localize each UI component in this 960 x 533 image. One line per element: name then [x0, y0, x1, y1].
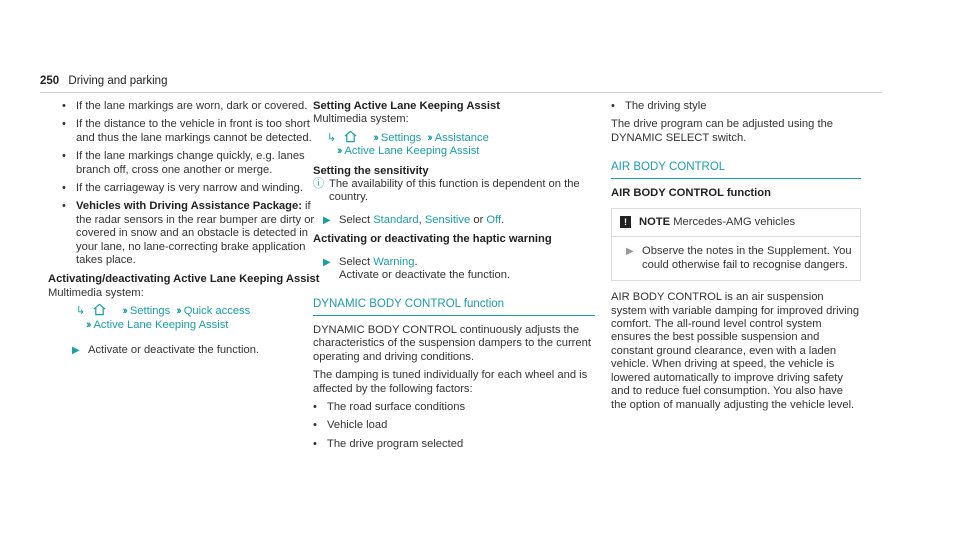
menu-path-line2 — [327, 145, 595, 158]
section-title-abc: AIR BODY CONTROL — [611, 161, 861, 178]
list-item: • If the lane markings change quickly, e.g. lanes branch off, cross one another or merge. — [62, 150, 305, 176]
action-triangle-icon: ▶ — [323, 256, 331, 268]
header-divider — [40, 92, 882, 93]
option-off[interactable]: Off — [486, 213, 502, 226]
action-triangle-icon: ▶ — [626, 246, 634, 258]
list-item: • If the carriageway is very narrow and winding. — [62, 182, 303, 195]
list-item: • Vehicles with Driving Assistance Package: if the radar sensors in the rear bumper are dirty or covered in snow and an obstacle is detected in your lane, no lane-correcting brake application takes place. — [62, 200, 315, 267]
subheading-abc-function: AIR BODY CONTROL function — [611, 186, 771, 199]
option-standard[interactable]: Standard — [373, 213, 419, 226]
menu-path-line2 — [76, 319, 322, 332]
page-number: 250 — [40, 75, 60, 87]
info-note: ⓘ The availability of this function is dependent on the country. — [313, 178, 580, 204]
multimedia-label: Multimedia system: — [313, 113, 409, 126]
section-title-header: Driving and parking — [68, 75, 168, 87]
path-assistance[interactable]: Assistance — [434, 131, 489, 144]
action-triangle-icon: ▶ — [323, 214, 331, 226]
list-item: • If the distance to the vehicle in front is too short and thus the lane markings cannot be detected. — [62, 118, 312, 144]
subheading-haptic: Activating or deactivating the haptic warning — [313, 233, 552, 246]
notice-box — [611, 208, 861, 281]
multimedia-label: Multimedia system: — [48, 286, 144, 299]
subheading-activating: Activating/deactivating Active Lane Keeping Assist — [48, 273, 320, 286]
menu-path — [76, 303, 322, 318]
list-item: • If the lane markings are worn, dark or covered. — [62, 100, 308, 112]
action-step: ▶ Activate or deactivate the function. — [72, 344, 260, 357]
path-active-lane[interactable]: Active Lane Keeping Assist — [93, 318, 229, 331]
double-chevron-icon: ›› — [373, 131, 377, 144]
double-chevron-icon: ›› — [86, 318, 90, 331]
path-settings[interactable]: Settings — [380, 131, 422, 144]
double-chevron-icon: ›› — [122, 305, 126, 318]
action-triangle-icon: ▶ — [72, 345, 80, 357]
section-title-dbc: DYNAMIC BODY CONTROL function — [313, 298, 595, 315]
home-icon — [344, 130, 357, 143]
list-item: • The driving style — [611, 100, 707, 112]
action-step: ▶ Select Warning. Activate or deactivate the function. — [323, 255, 511, 282]
paragraph: AIR BODY CONTROL is an air suspension system with variable damping for improved driving comfort. The all-round level control system ensures the best possible suspension and constant ground clearance, even with a laden vehicle. When driving at speed, the vehicle is lowered automatically to improve driving safety and to reduce fuel consumption. You also have the option of manually adjusting the vehicle level. — [611, 291, 860, 411]
notice-label: NOTE — [639, 216, 671, 229]
path-quick-access[interactable]: Quick access — [183, 305, 251, 318]
paragraph: The drive program can be adjusted using the DYNAMIC SELECT switch. — [611, 118, 834, 144]
subheading-setting: Setting Active Lane Keeping Assist — [313, 100, 500, 112]
paragraph: DYNAMIC BODY CONTROL continuously adjusts the characteristics of the suspension dampers to the current operating and driving conditions. — [313, 323, 591, 363]
double-chevron-icon: ›› — [337, 145, 341, 158]
option-warning[interactable]: Warning — [373, 255, 415, 268]
action-step: ▶ Select Standard, Sensitive or Off. — [323, 213, 505, 226]
notice-header — [612, 209, 860, 237]
notice-body: ▶ Observe the notes in the Supplement. You could otherwise fail to recognise dangers. — [626, 245, 852, 271]
return-arrow-icon: ↳ — [76, 305, 86, 318]
path-settings[interactable]: Settings — [129, 305, 171, 318]
option-sensitive[interactable]: Sensitive — [424, 213, 471, 226]
home-icon — [93, 303, 106, 316]
subheading-sensitivity: Setting the sensitivity — [313, 164, 429, 177]
menu-path — [327, 130, 595, 145]
double-chevron-icon: ›› — [176, 305, 180, 318]
column-2 — [313, 100, 595, 456]
double-chevron-icon: ›› — [427, 131, 431, 144]
return-arrow-icon: ↳ — [327, 131, 337, 144]
page-header — [40, 75, 167, 87]
paragraph: The damping is tuned individually for each wheel and is affected by the following factors: — [313, 369, 588, 395]
info-icon: ⓘ — [313, 178, 325, 191]
column-1 — [48, 100, 325, 364]
path-active-lane[interactable]: Active Lane Keeping Assist — [344, 145, 480, 158]
notice-subject: Mercedes-AMG vehicles — [673, 216, 796, 229]
warning-exclamation-icon: ! — [620, 216, 631, 228]
list-item: • The drive program selected — [313, 437, 464, 450]
list-item: • The road surface conditions — [313, 400, 466, 413]
column-3 — [611, 100, 861, 417]
list-item: • Vehicle load — [313, 419, 388, 432]
